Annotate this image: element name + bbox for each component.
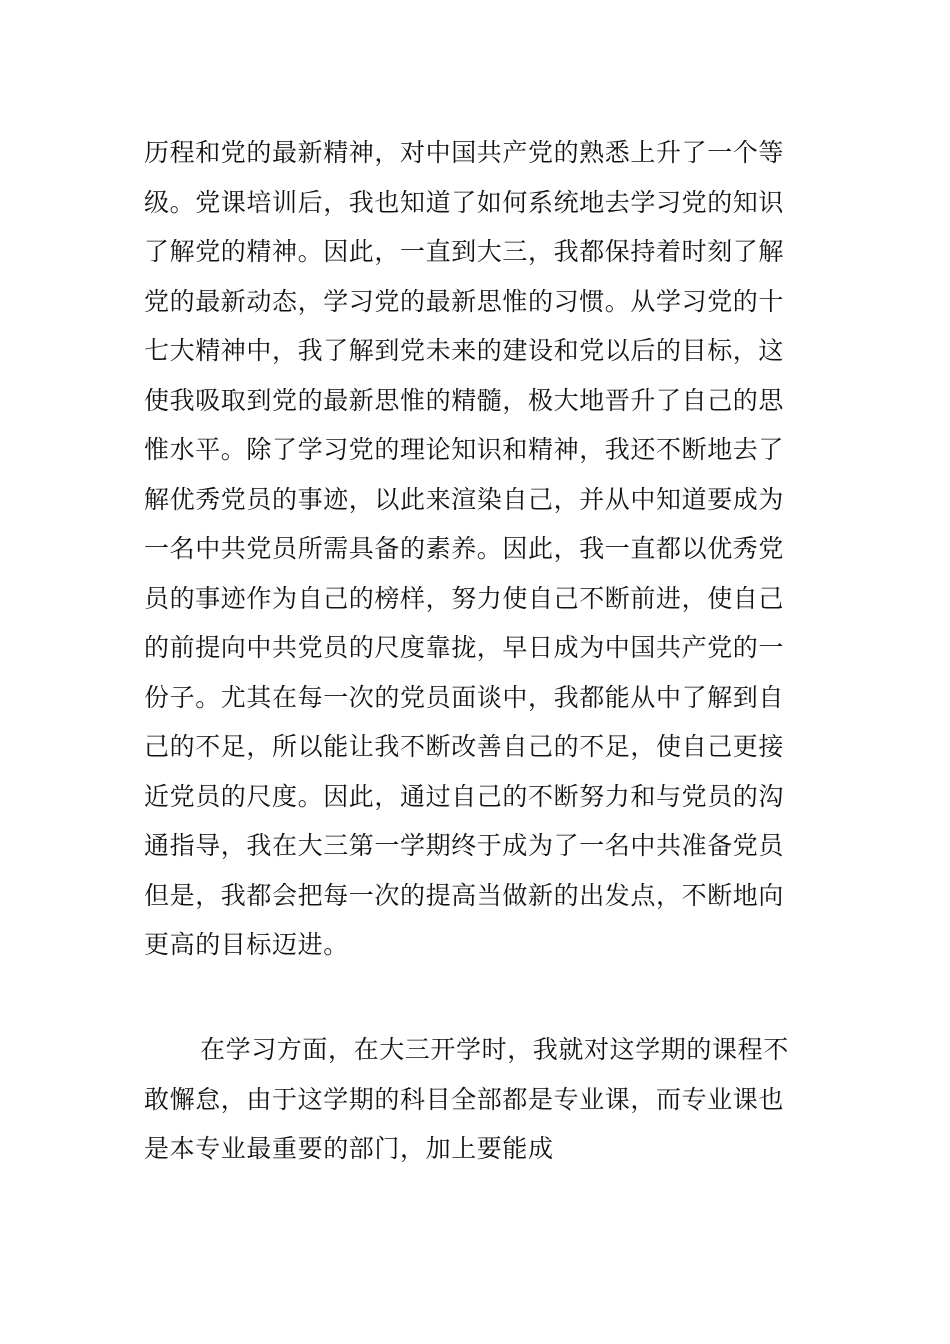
text-line: 了解党的精神。因此，一直到大三，我都保持着时刻了解 bbox=[144, 237, 785, 266]
text-line: 惟水平。除了学习党的理论知识和精神，我还不断地去了 bbox=[144, 435, 785, 464]
text-line: 己的不足，所以能让我不断改善自己的不足，使自己更接 bbox=[144, 732, 785, 761]
text-line: 历程和党的最新精神，对中国共产党的熟悉上升了一个等 bbox=[144, 138, 785, 167]
paragraph-2 bbox=[144, 1025, 824, 1174]
paragraph-1 bbox=[144, 128, 824, 970]
text-line: 敢懈怠，由于这学期的科目全部都是专业课，而专业课也 bbox=[144, 1084, 785, 1114]
text-line: 近党员的尺度。因此，通过自己的不断努力和与党员的沟 bbox=[144, 781, 785, 811]
text-line: 员的事迹作为自己的榜样，努力使自己不断前进，使自己 bbox=[144, 583, 785, 613]
text-line: 份子。尤其在每一次的党员面谈中，我都能从中了解到自 bbox=[144, 682, 785, 712]
text-line: 通指导，我在大三第一学期终于成为了一名中共准备党员 bbox=[144, 831, 785, 860]
text-line: 是本专业最重要的部门，加上要能成 bbox=[144, 1134, 554, 1163]
text-line: 在学习方面，在大三开学时，我就对这学期的课程不 bbox=[200, 1035, 789, 1064]
text-line: 的前提向中共党员的尺度靠拢，早日成为中国共产党的一 bbox=[144, 633, 785, 662]
text-line: 但是，我都会把每一次的提高当做新的出发点，不断地向 bbox=[144, 880, 785, 910]
text-line: 更高的目标迈进。 bbox=[144, 930, 349, 959]
text-line: 级。党课培训后，我也知道了如何系统地去学习党的知识 bbox=[144, 187, 785, 217]
text-line: 七大精神中，我了解到党未来的建设和党以后的目标，这 bbox=[144, 336, 785, 365]
text-line: 解优秀党员的事迹，以此来渲染自己，并从中知道要成为 bbox=[144, 484, 785, 514]
text-line: 使我吸取到党的最新思惟的精髓，极大地晋升了自己的思 bbox=[144, 385, 785, 415]
text-line: 党的最新动态，学习党的最新思惟的习惯。从学习党的十 bbox=[144, 286, 785, 316]
text-line: 一名中共党员所需具备的素养。因此，我一直都以优秀党 bbox=[144, 534, 785, 563]
